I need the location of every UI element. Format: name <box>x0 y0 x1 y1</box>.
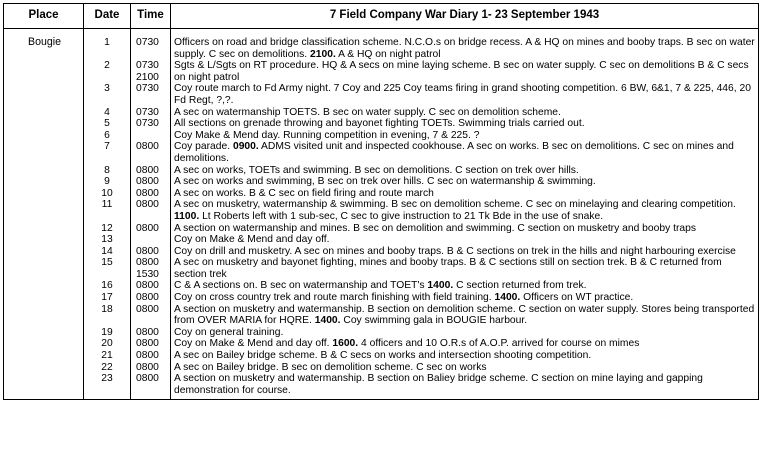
place-cell <box>4 327 84 339</box>
entry-cell <box>171 292 759 304</box>
table-row <box>4 188 759 200</box>
date-value: 19 <box>101 326 113 338</box>
entry-cell <box>171 246 759 258</box>
time-value: 0730 <box>136 83 159 95</box>
place-cell <box>4 280 84 292</box>
diary-title: 7 Field Company War Diary 1- 23 September 1943 <box>171 4 759 29</box>
table-row <box>4 234 759 246</box>
entry-cell <box>171 188 759 200</box>
date-value: 6 <box>104 129 110 141</box>
time-cell <box>131 223 171 235</box>
entry-cell <box>171 29 759 61</box>
time-cell <box>131 165 171 177</box>
time-value: 0800 <box>136 338 159 350</box>
table-row <box>4 29 759 61</box>
date-cell <box>84 29 131 61</box>
date-value: 1 <box>104 37 110 48</box>
time-cell <box>131 60 171 83</box>
place-cell <box>4 373 84 400</box>
table-row <box>4 118 759 130</box>
time-cell <box>131 292 171 304</box>
place-cell <box>4 246 84 258</box>
table-row <box>4 350 759 362</box>
place-cell <box>4 107 84 119</box>
entry-text: 4 officers and 10 O.R.s of A.O.P. arrived for course on mimes <box>358 338 640 350</box>
entry-cell <box>171 130 759 142</box>
place-cell <box>4 188 84 200</box>
time-value: 0730 <box>136 106 159 118</box>
time-value: 0730 <box>136 118 159 130</box>
time-cell <box>131 350 171 362</box>
entry-text: A sec on Bailey bridge. B sec on demolition scheme. C sec on works <box>174 361 487 373</box>
date-cell <box>84 246 131 258</box>
time-cell <box>131 280 171 292</box>
date-cell <box>84 83 131 106</box>
entry-text: C & A sections on. B sec on watermanship and TOET's <box>174 280 428 292</box>
table-row <box>4 280 759 292</box>
entry-cell <box>171 165 759 177</box>
entry-cell <box>171 362 759 374</box>
entry-text: Coy on cross country trek and route march finishing with field training. <box>174 292 495 304</box>
entry-text: A sec on works and swimming, B sec on trek over hills. C sec on watermanship & swimming. <box>174 176 596 188</box>
date-cell <box>84 118 131 130</box>
time-cell <box>131 118 171 130</box>
date-value: 17 <box>101 292 113 304</box>
entry-text: Coy on drill and musketry. A sec on mines and booby traps. B & C sections on trek in the hills and night harbouring exercise <box>174 245 736 257</box>
table-row <box>4 199 759 222</box>
table-row <box>4 165 759 177</box>
header-row <box>4 4 759 29</box>
date-cell <box>84 292 131 304</box>
time-value: 0800 <box>136 292 159 304</box>
entry-text: Lt Roberts left with 1 sub-sec, C sec to give instruction to 21 Tk Bde in the use of snake. <box>199 210 604 222</box>
entry-text: A section on watermanship and mines. B sec on demolition and swimming. C section on musketry and booby traps <box>174 222 696 234</box>
table-row <box>4 327 759 339</box>
date-value: 11 <box>101 199 113 211</box>
table-row <box>4 246 759 258</box>
date-cell <box>84 223 131 235</box>
time-value: 0800 <box>136 199 159 211</box>
time-cell <box>131 130 171 142</box>
time-value: 0800 <box>136 164 159 176</box>
table-row <box>4 141 759 164</box>
date-cell <box>84 338 131 350</box>
date-cell <box>84 362 131 374</box>
place-cell <box>4 292 84 304</box>
entry-text: A sec on works. B & C sec on field firing and route march <box>174 187 434 199</box>
entry-cell <box>171 118 759 130</box>
table-row <box>4 176 759 188</box>
time-value: 0800 <box>136 187 159 199</box>
date-cell <box>84 130 131 142</box>
date-cell <box>84 280 131 292</box>
time-cell <box>131 199 171 222</box>
place-column-header: Place <box>4 4 84 29</box>
time-value: 0800 <box>136 373 159 385</box>
date-value: 22 <box>101 361 113 373</box>
place-cell <box>4 60 84 83</box>
entry-cell <box>171 304 759 327</box>
war-diary-table <box>3 3 759 400</box>
place-cell <box>4 176 84 188</box>
place-cell: Bougie <box>4 29 84 61</box>
date-cell <box>84 199 131 222</box>
time-value: 0800 <box>136 222 159 234</box>
date-value: 8 <box>104 164 110 176</box>
table-row <box>4 83 759 106</box>
entry-text: A sec on musketry and bayonet fighting, mines and booby traps. B & C sections still on section trek. B & C returned from section trek <box>174 257 722 280</box>
entry-cell <box>171 257 759 280</box>
date-cell <box>84 141 131 164</box>
date-column-header: Date <box>84 4 131 29</box>
date-cell <box>84 327 131 339</box>
table-row <box>4 130 759 142</box>
table-row <box>4 60 759 83</box>
entry-text: ADMS visited unit and inspected cookhouse. A sec on works. B sec on demolitions. C sec on mines and demolitions. <box>174 141 734 164</box>
time-value: 0800 <box>136 303 159 315</box>
table-row <box>4 362 759 374</box>
time-value: 1530 <box>136 268 159 280</box>
entry-time-highlight: 0900. <box>232 141 259 153</box>
date-value: 9 <box>104 176 110 188</box>
time-cell <box>131 304 171 327</box>
entry-time-highlight: 1400. <box>494 292 521 304</box>
date-cell <box>84 373 131 400</box>
time-value <box>136 130 168 142</box>
entry-text: A sec on Bailey bridge scheme. B & C secs on works and intersection shooting competition. <box>174 350 592 362</box>
time-value: 0800 <box>136 141 159 153</box>
entry-cell <box>171 199 759 222</box>
time-value: 0800 <box>136 280 159 292</box>
date-value: 18 <box>101 303 113 315</box>
entry-cell <box>171 107 759 119</box>
date-value: 23 <box>101 373 113 385</box>
date-value: 2 <box>104 60 110 72</box>
table-row <box>4 107 759 119</box>
date-value: 21 <box>101 350 113 362</box>
table-header <box>4 4 759 29</box>
table-row <box>4 257 759 280</box>
date-value: 16 <box>101 280 113 292</box>
entry-text: A & HQ on night patrol <box>335 48 441 60</box>
entry-cell <box>171 141 759 164</box>
entry-cell <box>171 373 759 400</box>
date-cell <box>84 60 131 83</box>
time-cell <box>131 188 171 200</box>
entry-text: Coy Make & Mend day. Running competition in evening, 7 & 225. ? <box>174 129 480 141</box>
date-value <box>86 269 128 281</box>
date-value: 10 <box>101 187 113 199</box>
entry-time-highlight: 1400. <box>427 280 454 292</box>
table-row <box>4 304 759 327</box>
entry-text: Coy parade. <box>174 141 233 153</box>
date-cell <box>84 257 131 280</box>
time-cell <box>131 29 171 61</box>
entry-text: Coy on general training. <box>174 326 284 338</box>
entry-text: C section returned from trek. <box>453 280 587 292</box>
entry-text: A section on musketry and watermanship. B section on demolition scheme. C section on water supply. Stores being transported from OVER MARIA for HQRE. <box>174 303 755 327</box>
entry-text: A sec on musketry, watermanship & swimming. B sec on demolition scheme. C sec on minelaying and clearing competition. <box>174 199 736 211</box>
entry-time-highlight: 1600. <box>332 338 359 350</box>
entry-text: Coy on Make & Mend and day off. <box>174 338 333 350</box>
table-row <box>4 292 759 304</box>
date-value: 7 <box>104 141 110 153</box>
entry-text: Coy route march to Fd Army night. 7 Coy and 225 Coy teams firing in grand shooting competition. 6 BW, 6&1, 7 & 225, 446, 20 Fd Regt, ?,?. <box>174 83 751 106</box>
time-cell <box>131 141 171 164</box>
time-value: 2100 <box>136 71 159 83</box>
table-row <box>4 338 759 350</box>
entry-cell <box>171 327 759 339</box>
entry-cell <box>171 176 759 188</box>
date-value: 12 <box>101 222 113 234</box>
time-cell <box>131 338 171 350</box>
time-cell <box>131 373 171 400</box>
time-value: 0800 <box>136 245 159 257</box>
date-cell <box>84 350 131 362</box>
entry-text: A sec on watermanship TOETS. B sec on water supply. C sec on demolition scheme. <box>174 106 561 118</box>
date-cell <box>84 176 131 188</box>
date-value: 3 <box>104 83 110 95</box>
entry-cell <box>171 234 759 246</box>
place-cell <box>4 199 84 222</box>
table-row <box>4 373 759 400</box>
time-value: 0800 <box>136 176 159 188</box>
entry-time-highlight: 1400. <box>314 315 341 327</box>
time-column-header: Time <box>131 4 171 29</box>
date-value: 4 <box>104 106 110 118</box>
entry-cell <box>171 280 759 292</box>
place-cell <box>4 165 84 177</box>
date-value <box>86 72 128 84</box>
place-cell <box>4 257 84 280</box>
date-value: 13 <box>101 234 113 246</box>
time-value: 0800 <box>136 257 159 269</box>
place-cell <box>4 141 84 164</box>
entry-cell <box>171 223 759 235</box>
time-value: 0800 <box>136 326 159 338</box>
table-row <box>4 223 759 235</box>
time-cell <box>131 327 171 339</box>
entry-time-highlight: 2100. <box>310 48 336 60</box>
entry-time-highlight: 1100. <box>174 210 200 222</box>
entry-cell <box>171 83 759 106</box>
time-value <box>136 234 168 246</box>
time-cell <box>131 107 171 119</box>
time-cell <box>131 246 171 258</box>
date-value: 5 <box>104 118 110 130</box>
place-cell <box>4 83 84 106</box>
time-value: 0800 <box>136 361 159 373</box>
time-value: 0800 <box>136 350 159 362</box>
place-cell <box>4 118 84 130</box>
time-value: 0730 <box>136 37 159 48</box>
time-cell <box>131 257 171 280</box>
date-value: 20 <box>101 338 113 350</box>
time-cell <box>131 362 171 374</box>
date-value: 15 <box>101 257 113 269</box>
entry-cell <box>171 350 759 362</box>
time-cell <box>131 234 171 246</box>
date-cell <box>84 165 131 177</box>
date-value: 14 <box>101 245 113 257</box>
entry-text: A section on musketry and watermanship. B section on Baliey bridge scheme. C section on mine laying and gapping demonstration for course. <box>174 373 703 396</box>
date-cell <box>84 107 131 119</box>
table-body <box>4 29 759 400</box>
entry-cell <box>171 60 759 83</box>
entry-text: All sections on grenade throwing and bayonet fighting TOETs. Swimming trials carried out. <box>174 118 585 130</box>
entry-text: Officers on road and bridge classification scheme. N.C.O.s on bridge recess. A & HQ on mines and booby traps. B sec on water supply. C sec on demolitions. <box>174 37 755 60</box>
place-cell <box>4 223 84 235</box>
place-cell <box>4 362 84 374</box>
time-cell <box>131 176 171 188</box>
place-cell <box>4 350 84 362</box>
place-cell <box>4 338 84 350</box>
date-cell <box>84 304 131 327</box>
entry-text: A sec on works, TOETs and swimming. B sec on demolitions. C section on trek over hills. <box>174 164 579 176</box>
time-cell <box>131 83 171 106</box>
entry-cell <box>171 338 759 350</box>
place-cell <box>4 234 84 246</box>
entry-text: Coy on Make & Mend and day off. <box>174 234 330 246</box>
place-cell <box>4 304 84 327</box>
date-cell <box>84 188 131 200</box>
entry-text: Officers on WT practice. <box>520 292 634 304</box>
date-cell <box>84 234 131 246</box>
time-value: 0730 <box>136 60 159 72</box>
place-cell <box>4 130 84 142</box>
entry-text: Sgts & L/Sgts on RT procedure. HQ & A secs on mine laying scheme. B sec on water supply. C sec on demolitions B & C secs on night patrol <box>174 60 749 83</box>
entry-text: Coy swimming gala in BOUGIE harbour. <box>340 315 528 327</box>
